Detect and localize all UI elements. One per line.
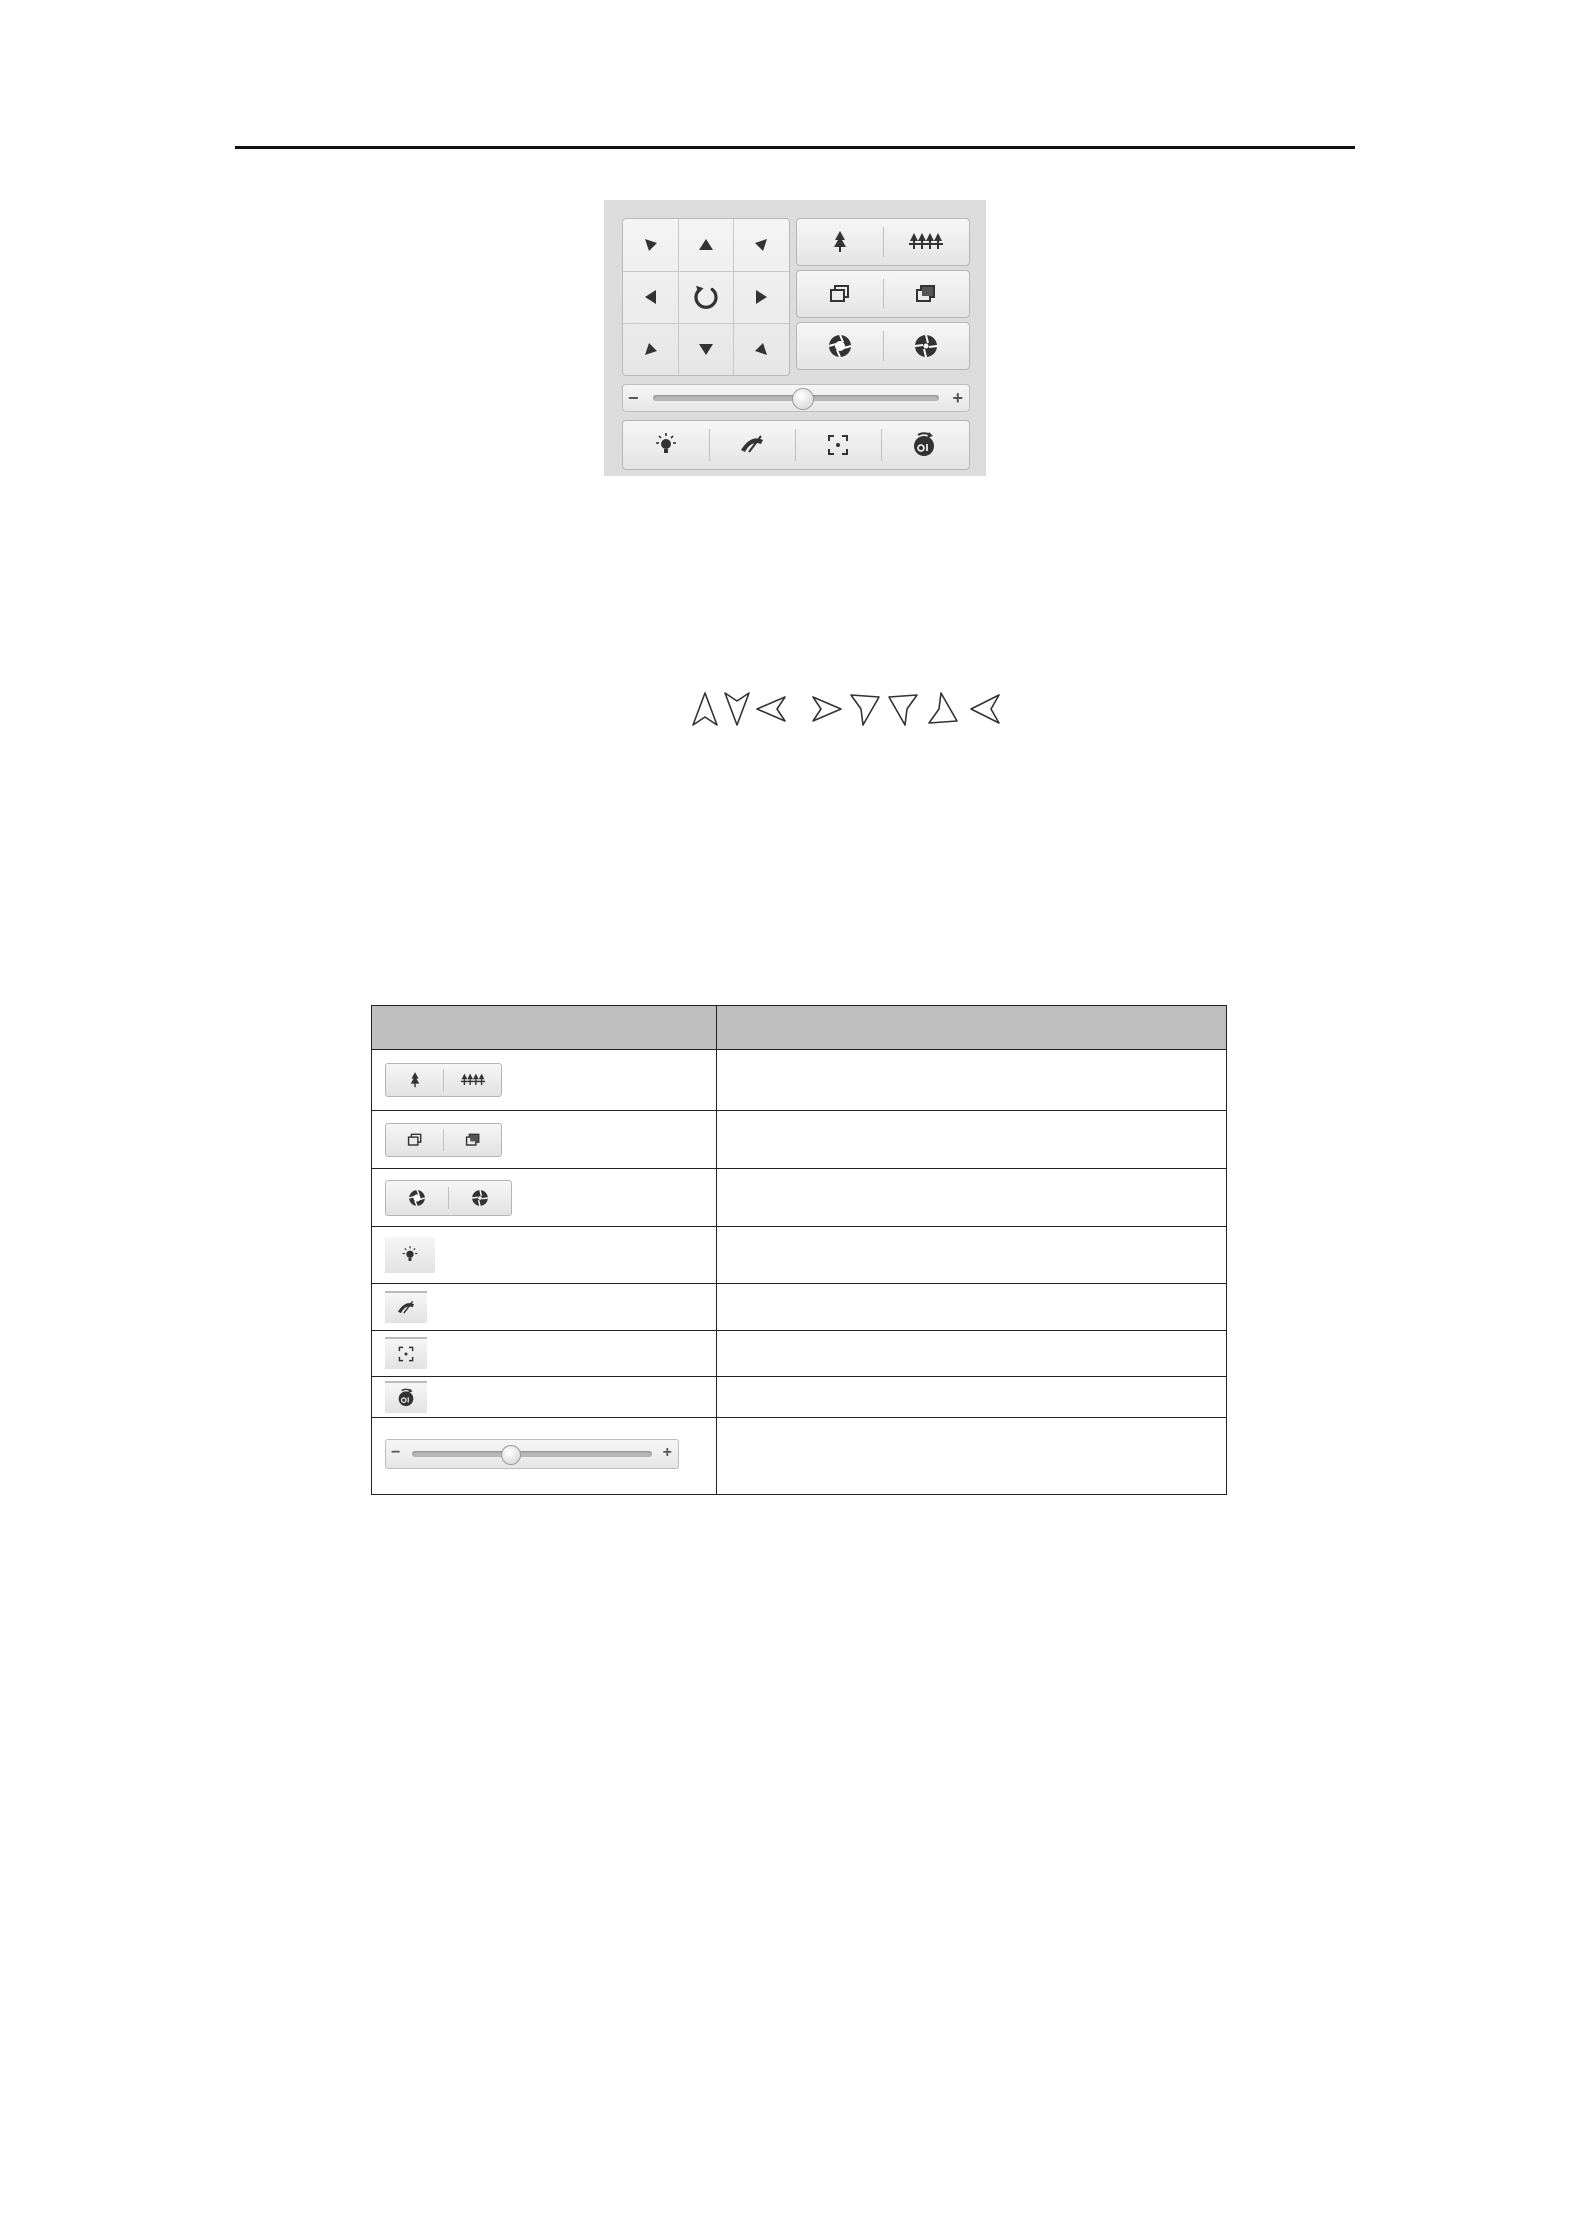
lens-initialization-button[interactable]	[385, 1381, 427, 1413]
table-row	[372, 1377, 1227, 1418]
zoom-in-tree-icon	[405, 1070, 425, 1090]
tilt-up-button[interactable]	[678, 219, 733, 271]
description-cell	[717, 1331, 1227, 1377]
iris-button-group	[796, 322, 970, 370]
iris-close-icon	[912, 332, 940, 360]
pan-down-left-button[interactable]	[623, 323, 678, 375]
arrow-up-left-icon	[642, 236, 660, 254]
arrow-down-left-icon	[642, 340, 660, 358]
description-cell	[717, 1377, 1227, 1418]
description-cell	[717, 1284, 1227, 1331]
focus-far-icon	[463, 1130, 483, 1150]
pan-left-button[interactable]	[623, 271, 678, 323]
slider-plus[interactable]: +	[662, 1443, 672, 1461]
slider-minus[interactable]: −	[628, 388, 639, 408]
arrow-right-icon	[752, 288, 770, 306]
header-rule	[235, 146, 1355, 149]
arrow-up-right-icon	[752, 236, 770, 254]
description-cell	[717, 1111, 1227, 1169]
light-icon	[399, 1244, 421, 1266]
iris-open-icon	[407, 1188, 427, 1208]
wiper-button[interactable]	[709, 421, 795, 469]
wiper-icon	[737, 430, 767, 460]
light-button[interactable]	[623, 421, 709, 469]
slider-thumb[interactable]	[501, 1445, 521, 1465]
auxiliary-focus-icon	[823, 430, 853, 460]
arrow-down-icon	[697, 340, 715, 358]
slider-minus[interactable]: −	[391, 1443, 401, 1461]
table-header-icon	[372, 1006, 717, 1050]
outline-arrow-up-icon	[688, 690, 722, 728]
tilt-down-button[interactable]	[678, 323, 733, 375]
direction-pad	[622, 218, 790, 376]
table-header-description	[717, 1006, 1227, 1050]
arrow-left-icon	[642, 288, 660, 306]
table-row	[372, 1111, 1227, 1169]
pan-right-button[interactable]	[733, 271, 788, 323]
outline-arrow-up-left-icon	[968, 690, 1002, 728]
table-row	[372, 1418, 1227, 1495]
function-button-bar	[622, 420, 970, 470]
lens-initialization-icon	[395, 1387, 417, 1409]
light-icon	[651, 430, 681, 460]
focus-button-group	[796, 270, 970, 318]
zoom-in-tree-icon	[826, 228, 854, 256]
zoom-in-button[interactable]	[386, 1064, 443, 1096]
focus-near-button[interactable]	[386, 1124, 443, 1156]
zoom-out-trees-icon	[460, 1070, 486, 1090]
auxiliary-focus-button[interactable]	[385, 1337, 427, 1369]
pan-up-left-button[interactable]	[623, 219, 678, 271]
outline-arrow-up-right-icon	[926, 690, 960, 728]
wiper-icon	[395, 1297, 417, 1319]
zoom-out-button[interactable]	[883, 219, 969, 265]
description-cell	[717, 1050, 1227, 1111]
iris-open-button[interactable]	[797, 323, 883, 369]
auto-rotate-button[interactable]	[678, 271, 733, 323]
focus-button-group	[385, 1123, 502, 1157]
zoom-in-button[interactable]	[797, 219, 883, 265]
iris-open-icon	[826, 332, 854, 360]
iris-open-button[interactable]	[386, 1182, 448, 1214]
iris-close-button[interactable]	[883, 323, 969, 369]
table-row	[372, 1169, 1227, 1227]
zoom-button-group	[385, 1063, 502, 1097]
outline-arrow-right-icon	[810, 690, 844, 728]
description-cell	[717, 1227, 1227, 1284]
speed-slider[interactable]	[385, 1439, 679, 1469]
arrow-up-icon	[697, 236, 715, 254]
wiper-button[interactable]	[385, 1291, 427, 1323]
table-row	[372, 1050, 1227, 1111]
iris-button-group	[385, 1180, 512, 1216]
iris-close-button[interactable]	[449, 1182, 511, 1214]
slider-thumb[interactable]	[792, 388, 814, 410]
auxiliary-focus-icon	[395, 1343, 417, 1365]
table-row	[372, 1331, 1227, 1377]
focus-far-button[interactable]	[444, 1124, 501, 1156]
pan-up-right-button[interactable]	[733, 219, 788, 271]
table-row	[372, 1284, 1227, 1331]
focus-near-button[interactable]	[797, 271, 883, 317]
outline-arrow-down-left-icon	[886, 690, 920, 728]
iris-close-icon	[470, 1188, 490, 1208]
pan-down-right-button[interactable]	[733, 323, 788, 375]
focus-near-icon	[826, 280, 854, 308]
focus-near-icon	[405, 1130, 425, 1150]
arrow-down-right-icon	[752, 340, 770, 358]
outline-arrow-left-icon	[754, 690, 788, 728]
outline-arrow-down-right-icon	[848, 690, 882, 728]
focus-far-icon	[912, 280, 940, 308]
zoom-out-button[interactable]	[444, 1064, 501, 1096]
zoom-out-trees-icon	[908, 228, 944, 256]
button-description-table	[371, 1005, 1227, 1495]
slider-plus[interactable]: +	[952, 388, 963, 408]
focus-far-button[interactable]	[883, 271, 969, 317]
table-header-row	[372, 1006, 1227, 1050]
description-cell	[717, 1418, 1227, 1495]
outline-arrow-down-icon	[720, 690, 754, 728]
outline-arrow-row	[688, 690, 1008, 730]
auxiliary-focus-button[interactable]	[795, 421, 881, 469]
light-button[interactable]	[385, 1237, 435, 1273]
lens-initialization-icon	[909, 430, 939, 460]
auto-rotate-icon	[691, 282, 721, 312]
zoom-button-group	[796, 218, 970, 266]
description-cell	[717, 1169, 1227, 1227]
table-row	[372, 1227, 1227, 1284]
ptz-speed-slider[interactable]	[622, 384, 970, 412]
slider-track[interactable]	[412, 1451, 652, 1457]
lens-initialization-button[interactable]	[881, 421, 967, 469]
slider-track[interactable]	[653, 395, 939, 401]
ptz-control-panel	[604, 200, 986, 476]
